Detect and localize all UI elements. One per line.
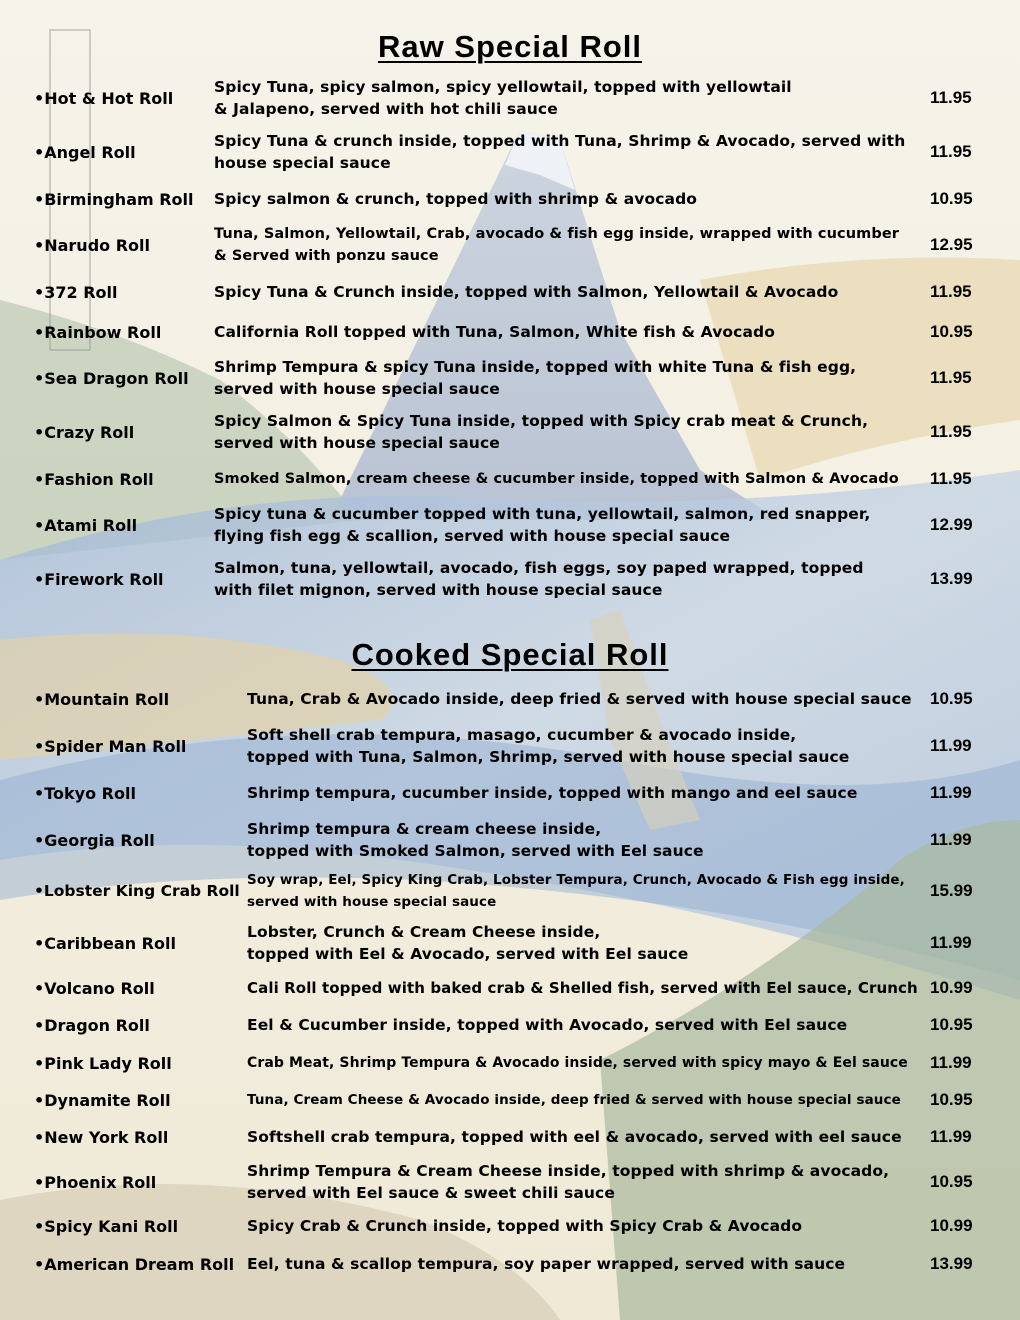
menu-item-name: •Rainbow Roll	[34, 322, 162, 342]
menu-item-price: 15.99	[930, 881, 973, 900]
menu-item-price: 13.99	[930, 1254, 973, 1273]
cooked-section-title: Cooked Special Roll	[351, 637, 669, 672]
menu-item-price: 10.95	[930, 322, 973, 341]
menu-item-description: Spicy salmon & crunch, topped with shrimp & avocado	[214, 190, 698, 208]
menu-item	[0, 1157, 1020, 1207]
menu-item-name: •American Dream Roll	[34, 1254, 235, 1274]
menu-item-description: Tuna, Cream Cheese & Avocado inside, deep fried & served with house special sauce	[247, 1092, 901, 1108]
menu-item-name: •Georgia Roll	[34, 830, 155, 850]
menu-item-price: 11.95	[930, 469, 972, 488]
menu-item-name: •Firework Roll	[34, 569, 164, 589]
menu-item	[0, 127, 1020, 177]
menu-item-description: Smoked Salmon, cream cheese & cucumber inside, topped with Salmon & Avocado	[214, 471, 899, 487]
menu-item-description: Shrimp Tempura & Cream Cheese inside, topped with shrimp & avocado, served with Eel sauce & sweet chili sauce	[247, 1162, 890, 1202]
menu-item-description: Eel & Cucumber inside, topped with Avocado, served with Eel sauce	[247, 1016, 848, 1034]
menu-item-name: •Dynamite Roll	[34, 1090, 171, 1110]
menu-item-description: California Roll topped with Tuna, Salmon, White fish & Avocado	[214, 323, 775, 341]
menu-item-name: •Volcano Roll	[34, 978, 155, 998]
menu-item-description: Salmon, tuna, yellowtail, avocado, fish eggs, soy paped wrapped, topped with filet mignon, served with house special sauce	[214, 559, 864, 599]
menu-item	[0, 674, 1020, 724]
menu-item-price: 11.99	[930, 830, 972, 849]
menu-item	[0, 500, 1020, 550]
menu-item-description: Spicy Salmon & Spicy Tuna inside, topped with Spicy crab meat & Crunch, served with house special sauce	[214, 412, 869, 452]
menu-item-price: 12.95	[930, 235, 973, 254]
menu-item-price: 10.95	[930, 1172, 973, 1191]
menu-item-name: •Sea Dragon Roll	[34, 368, 189, 388]
menu-item-name: •Narudo Roll	[34, 235, 150, 255]
menu-item	[0, 454, 1020, 504]
menu-item-name: •Hot & Hot Roll	[34, 88, 174, 108]
menu-item-price: 11.99	[930, 1127, 972, 1146]
menu-item-description: Softshell crab tempura, topped with eel & avocado, served with eel sauce	[247, 1128, 902, 1146]
menu-item-description: Spicy Tuna, spicy salmon, spicy yellowtail, topped with yellowtail & Jalapeno, served with hot chili sauce	[214, 78, 792, 118]
menu-item-description: Spicy Crab & Crunch inside, topped with Spicy Crab & Avocado	[247, 1217, 803, 1235]
menu-item-price: 11.99	[930, 1053, 972, 1072]
menu-item-description: Spicy Tuna & crunch inside, topped with Tuna, Shrimp & Avocado, served with house special sauce	[214, 132, 906, 172]
menu-item	[0, 866, 1020, 916]
menu-item-price: 11.99	[930, 783, 972, 802]
menu-item-name: •Fashion Roll	[34, 469, 154, 489]
menu-item	[0, 768, 1020, 818]
menu-item	[0, 73, 1020, 123]
menu-item-name: •Caribbean Roll	[34, 933, 176, 953]
menu-item-description: Shrimp tempura & cream cheese inside, topped with Smoked Salmon, served with Eel sauce	[247, 820, 704, 860]
menu-item-name: •Spicy Kani Roll	[34, 1216, 179, 1236]
menu-item	[0, 815, 1020, 865]
menu-item-price: 13.99	[930, 569, 973, 588]
raw-section-title: Raw Special Roll	[377, 29, 643, 64]
menu-item-name: •Dragon Roll	[34, 1015, 150, 1035]
menu-item	[0, 721, 1020, 771]
menu-item-price: 11.95	[930, 142, 972, 161]
menu-item-price: 11.95	[930, 422, 972, 441]
menu-item-name: •Pink Lady Roll	[34, 1053, 172, 1073]
menu-item-name: •372 Roll	[34, 282, 118, 302]
menu-item-name: •Tokyo Roll	[34, 783, 136, 803]
menu-item-description: Shrimp Tempura & spicy Tuna inside, topped with white Tuna & fish egg, served with house special sauce	[214, 358, 857, 398]
menu-item-description: Cali Roll topped with baked crab & Shelled fish, served with Eel sauce, Crunch	[247, 979, 918, 997]
menu-item-name: •New York Roll	[34, 1127, 169, 1147]
menu-item-name: •Crazy Roll	[34, 422, 135, 442]
menu-item-name: •Atami Roll	[34, 515, 138, 535]
menu-item-price: 10.95	[930, 1015, 973, 1034]
menu-item	[0, 407, 1020, 457]
menu-item	[0, 554, 1020, 604]
menu-item-name: •Angel Roll	[34, 142, 136, 162]
menu-item	[0, 353, 1020, 403]
menu-item-description: Tuna, Crab & Avocado inside, deep fried & served with house special sauce	[247, 690, 912, 708]
menu-item-description: Tuna, Salmon, Yellowtail, Crab, avocado & fish egg inside, wrapped with cucumber & Served with ponzu sauce	[214, 226, 900, 264]
menu-item-description: Lobster, Crunch & Cream Cheese inside, topped with Eel & Avocado, served with Eel sauce	[247, 923, 689, 963]
menu-item-price: 11.95	[930, 88, 972, 107]
menu-item-name: •Spider Man Roll	[34, 736, 187, 756]
menu-item-price: 11.99	[930, 933, 972, 952]
menu-item	[0, 1112, 1020, 1162]
menu-item-name: •Birmingham Roll	[34, 189, 194, 209]
menu-item-name: •Phoenix Roll	[34, 1172, 157, 1192]
menu-item-price: 11.95	[930, 282, 972, 301]
menu-item-description: Spicy Tuna & Crunch inside, topped with Salmon, Yellowtail & Avocado	[214, 283, 839, 301]
menu-item-price: 10.95	[930, 1090, 973, 1109]
menu-item	[0, 220, 1020, 270]
menu-item-description: Crab Meat, Shrimp Tempura & Avocado inside, served with spicy mayo & Eel sauce	[247, 1055, 908, 1071]
menu-item-price: 11.95	[930, 368, 972, 387]
menu-item	[0, 918, 1020, 968]
menu-item-description: Soft shell crab tempura, masago, cucumber & avocado inside, topped with Tuna, Salmon, Shrimp, served with house special sauce	[247, 726, 850, 766]
menu-item-description: Eel, tuna & scallop tempura, soy paper wrapped, served with sauce	[247, 1255, 846, 1273]
menu-item-name: •Lobster King Crab Roll	[34, 882, 240, 900]
menu-item-price: 10.95	[930, 689, 973, 708]
menu-item	[0, 307, 1020, 357]
menu-item-price: 10.99	[930, 978, 973, 997]
menu-item-name: •Mountain Roll	[34, 689, 170, 709]
menu-item-description: Spicy tuna & cucumber topped with tuna, yellowtail, salmon, red snapper, flying fish egg & scallion, served with house special sauce	[214, 505, 871, 545]
menu-item-price: 10.95	[930, 189, 973, 208]
menu-item-price: 10.99	[930, 1216, 973, 1235]
menu-item	[0, 1239, 1020, 1289]
menu-item-description: Soy wrap, Eel, Spicy King Crab, Lobster Tempura, Crunch, Avocado & Fish egg inside, served with house special sauce	[247, 872, 905, 910]
menu-item-description: Shrimp tempura, cucumber inside, topped with mango and eel sauce	[247, 784, 858, 802]
menu-item	[0, 174, 1020, 224]
menu-item-price: 12.99	[930, 515, 973, 534]
menu-item-price: 11.99	[930, 736, 972, 755]
